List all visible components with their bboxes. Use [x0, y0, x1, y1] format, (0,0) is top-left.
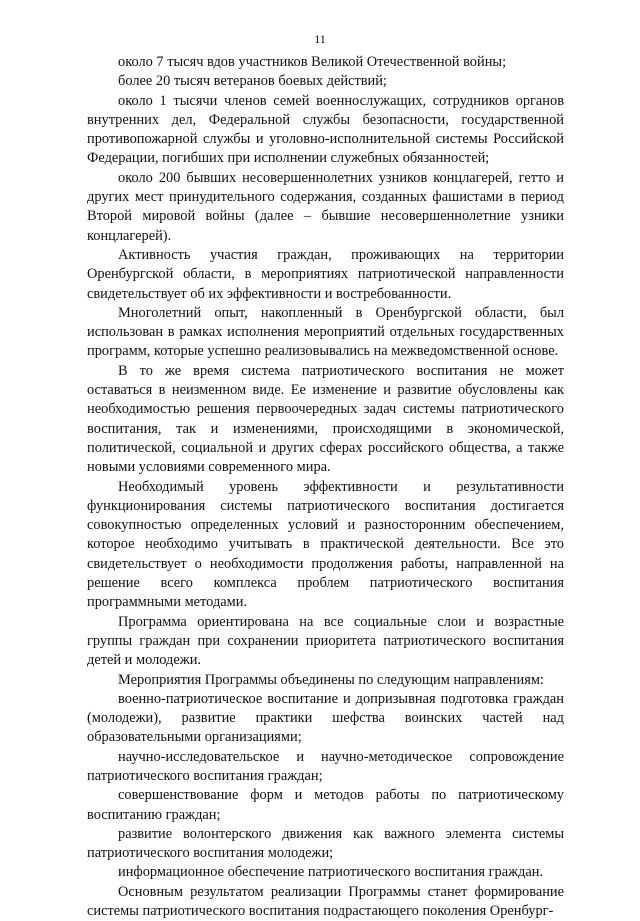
- body-text: [87, 53, 564, 921]
- direction-volunteer-movement: развитие волонтерского движения как важного элемента системы патриотического воспитания молодежи;: [87, 825, 564, 862]
- page-number: 11: [314, 32, 326, 46]
- paragraph-program-target: Программа ориентирована на все социальные слои и возрастные группы граждан при сохранении приоритета патриотического воспитания детей и молодежи.: [87, 613, 564, 669]
- paragraph-widows-count: около 7 тысяч вдов участников Великой Отечественной войны;: [118, 54, 507, 70]
- paragraph-citizen-activity: Активность участия граждан, проживающих на территории Оренбургской области, в мероприятиях патриотической направленности свидетельствует об их эффективности и востребованности.: [87, 246, 564, 302]
- paragraph-directions-intro: Мероприятия Программы объединены по следующим направлениям:: [118, 671, 544, 688]
- paragraph-former-prisoners: около 200 бывших несовершеннолетних узников концлагерей, гетто и других мест принудительного содержания, созданных фашистами в период Второй мировой войны (далее – бывшие несовершеннолетние узники концлагерей).: [87, 169, 564, 244]
- direction-research-support: научно-исследовательское и научно-методическое сопровождение патриотического воспитания граждан;: [87, 748, 564, 784]
- paragraph-efficiency: Необходимый уровень эффективности и результативности функционирования системы патриотического воспитания достигается совокупностью определенных условий и разносторонним обеспечением, которое необходимо учитывать в практической деятельности. Все это свидетельствует о необходимости продолжения работы, направленной на решение всего комплекса проблем патриотического воспитания программными методами.: [87, 478, 564, 611]
- direction-military-patriotic: военно-патриотическое воспитание и допризывная подготовка граждан (молодежи), развитие практики шефства воинских частей над образовательными организациями;: [87, 690, 564, 746]
- direction-information-support: информационное обеспечение патриотического воспитания граждан.: [118, 864, 544, 881]
- direction-forms-methods: совершенствование форм и методов работы по патриотическому воспитанию граждан;: [87, 787, 564, 823]
- paragraph-combat-veterans-count: более 20 тысяч ветеранов боевых действий;: [118, 73, 387, 90]
- paragraph-main-result: Основным результатом реализации Программы станет формирование системы патриотического воспитания подрастающего поколения Оренбург-: [87, 883, 564, 920]
- paragraph-servicemen-families: около 1 тысячи членов семей военнослужащих, сотрудников органов внутренних дел, Федеральной службы безопасности, государственной противопожарной службы и уголовно-исполнительной системы Российской Федерации, погибших при исполнении служебных обязанностей;: [87, 92, 564, 167]
- paragraph-experience: Многолетний опыт, накопленный в Оренбургской области, был использован в рамках исполнения мероприятий отдельных государственных программ, которые успешно реализовывались на межведомственной основе.: [87, 304, 564, 360]
- paragraph-system-development: В то же время система патриотического воспитания не может оставаться в неизменном виде. Ее изменение и развитие обусловлены как необходимостью решения первоочередных задач системы патриотического воспитания, так и изменениями, происходящими в экономической, политической, социальной и других сферах российского общества, а также новыми условиями современного мира.: [87, 362, 564, 476]
